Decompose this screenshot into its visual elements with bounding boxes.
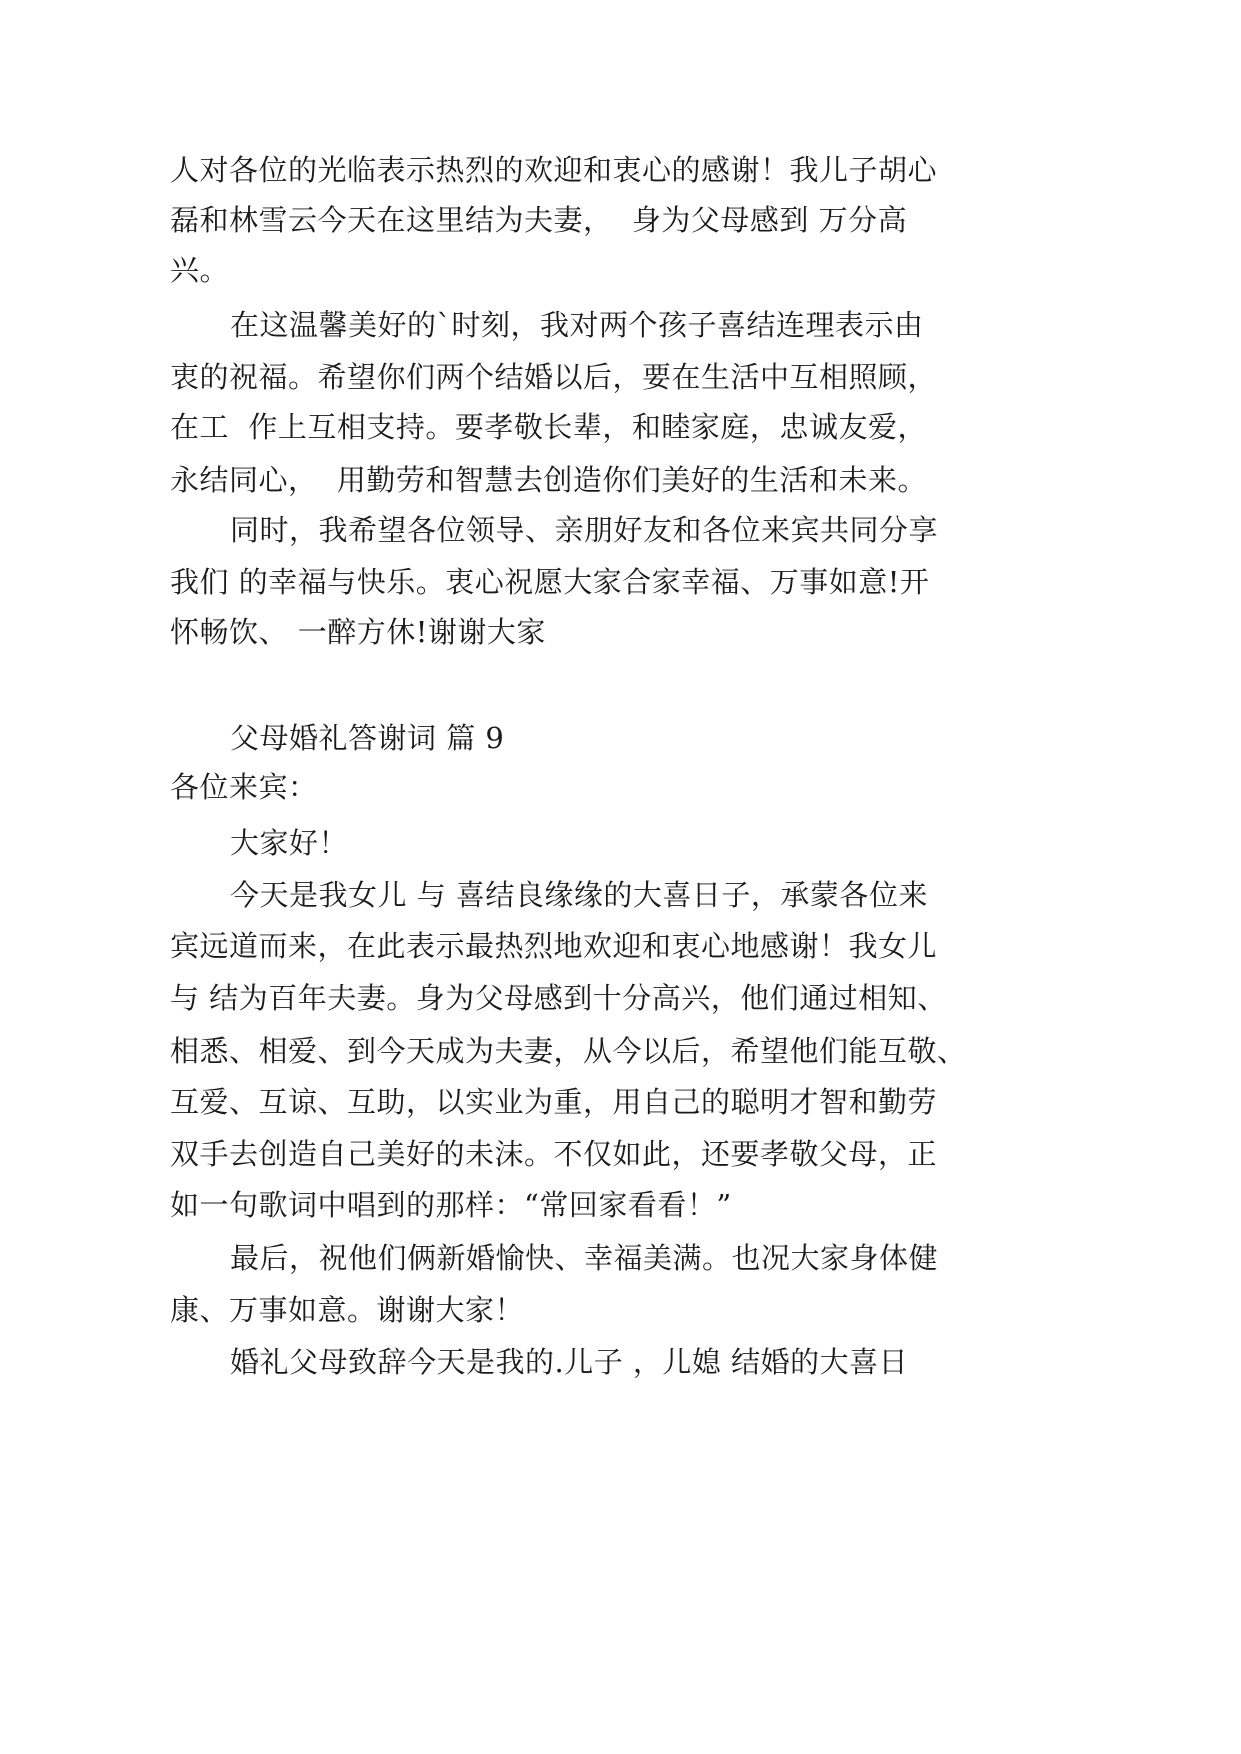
text-line: 在这温馨美好的`时刻，我对两个孩子喜结连理表示由 <box>230 308 924 342</box>
text-line: 怀畅饮、 一醉方休!谢谢大家 <box>170 615 546 649</box>
text-line: 兴。 <box>170 253 230 287</box>
text-line: 康、万事如意。谢谢大家！ <box>170 1293 525 1327</box>
text-line: 互爱、互谅、互助，以实业为重，用自己的聪明才智和勤劳 <box>170 1085 938 1119</box>
text-line: 同时，我希望各位领导、亲朋好友和各位来宾共同分享 <box>230 513 939 547</box>
text-line: 衷的祝福。希望你们两个结婚以后，要在生活中互相照顾， <box>170 360 938 394</box>
text-line: 相悉、相爱、到今天成为夫妻，从今以后，希望他们能互敬、 <box>170 1034 967 1068</box>
text-line: 最后，祝他们俩新婚愉快、幸福美满。也况大家身体健 <box>230 1241 939 1275</box>
text-line: 婚礼父母致辞今天是我的.儿子 ，儿媳 结婚的大喜日 <box>230 1345 909 1379</box>
text-line: 宾远道而来，在此表示最热烈地欢迎和衷心地感谢！我女儿 <box>170 929 938 963</box>
text-line: 我们 的幸福与快乐。衷心祝愿大家合家幸福、万事如意!开 <box>170 565 930 599</box>
text-line: 如一句歌词中唱到的那样：“常回家看看！” <box>170 1188 732 1222</box>
text-line: 永结同心， 用勤劳和智慧去创造你们美好的生活和未来。 <box>170 463 927 497</box>
text-line: 人对各位的光临表示热烈的欢迎和衷心的感谢！我儿子胡心 <box>170 153 938 187</box>
text-line: 磊和林雪云今天在这里结为夫妻， 身为父母感到 万分高 <box>170 203 908 237</box>
section-heading: 父母婚礼答谢词 篇 9 <box>230 721 505 755</box>
text-line: 各位来宾： <box>170 770 318 804</box>
text-line: 与 结为百年夫妻。身为父母感到十分高兴，他们通过相知、 <box>170 981 947 1015</box>
text-line: 在工 作上互相支持。要孝敬长辈，和睦家庭，忠诚友爱， <box>170 410 927 444</box>
text-line: 大家好！ <box>230 826 349 860</box>
text-line: 今天是我女儿 与 喜结良缘缘的大喜日子，承蒙各位来 <box>230 878 928 912</box>
text-line: 双手去创造自己美好的未沫。不仅如此，还要孝敬父母，正 <box>170 1137 938 1171</box>
